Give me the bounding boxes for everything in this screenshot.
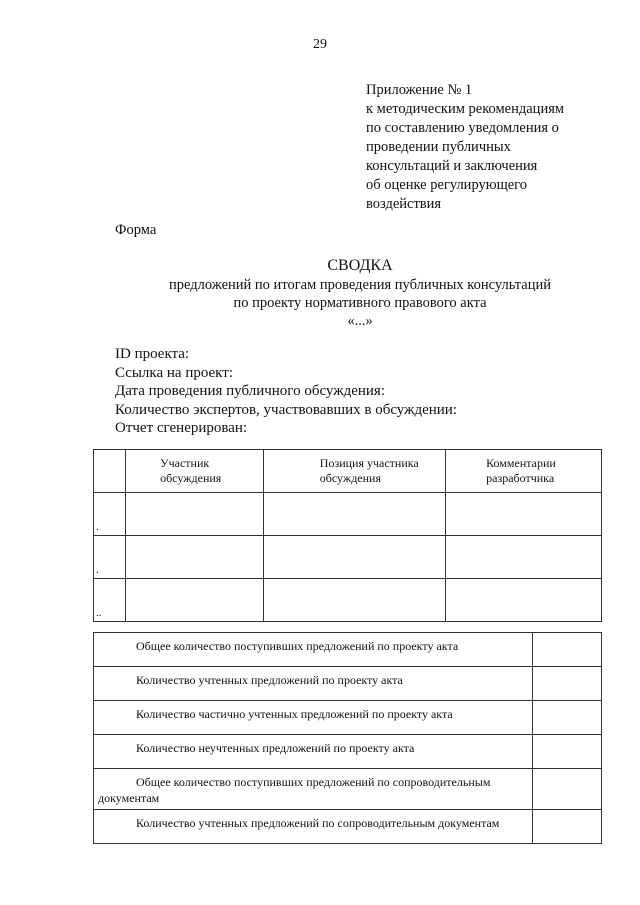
- summary-label: [94, 735, 533, 769]
- page-number: 29: [313, 37, 327, 52]
- table-row: [94, 810, 602, 844]
- summary-label: [94, 701, 533, 735]
- document-title: [0, 256, 640, 330]
- summary-text: Количество частично учтенных предложений по проекту акта: [136, 707, 453, 721]
- table-cell: [446, 536, 602, 579]
- field-experts-count: Количество экспертов, участвовавших в обсуждении:: [115, 401, 458, 418]
- appendix-line: проведении публичных: [366, 139, 511, 155]
- table-row: [94, 493, 602, 536]
- summary-value: [532, 633, 601, 667]
- table-row: [94, 667, 602, 701]
- title-heading: СВОДКА: [327, 257, 393, 274]
- summary-value: [532, 769, 601, 810]
- table-cell: [263, 536, 445, 579]
- table-cell: [126, 536, 264, 579]
- row-marker: .: [94, 536, 126, 579]
- header-position: Позиция участника обсуждения: [319, 456, 419, 485]
- table-header-cell: [446, 450, 602, 493]
- table-cell: [446, 579, 602, 622]
- field-report-generated: Отчет сгенерирован:: [115, 420, 248, 436]
- appendix-line: по составлению уведомления о: [366, 120, 559, 136]
- row-marker: ..: [94, 579, 126, 622]
- table-cell: [263, 493, 445, 536]
- summary-label: [94, 633, 533, 667]
- summary-text: Количество неучтенных предложений по проекту акта: [136, 741, 415, 755]
- table-header-cell: [263, 450, 445, 493]
- form-label: Форма: [115, 222, 157, 238]
- header-comments: Комментарии разработчика: [486, 456, 556, 485]
- table-cell: [126, 579, 264, 622]
- table-cell: [94, 450, 126, 493]
- title-line: по проекту нормативного правового акта: [233, 295, 487, 311]
- table-header-row: [94, 450, 602, 493]
- field-project-link: Ссылка на проект:: [115, 364, 233, 381]
- table-row: [94, 769, 602, 810]
- table-cell: [126, 493, 264, 536]
- table-row: [94, 536, 602, 579]
- appendix-note: [366, 81, 564, 214]
- summary-label: [94, 667, 533, 701]
- summary-value: [532, 667, 601, 701]
- appendix-line: Приложение № 1: [366, 82, 473, 98]
- table-header-cell: [126, 450, 264, 493]
- table-cell: [446, 493, 602, 536]
- summary-text: Количество учтенных предложений по сопроводительным документам: [136, 816, 500, 830]
- summary-value: [532, 735, 601, 769]
- row-marker: .: [94, 493, 126, 536]
- table-row: [94, 735, 602, 769]
- appendix-line: воздействия: [366, 196, 442, 212]
- appendix-line: консультаций и заключения: [366, 158, 538, 174]
- table-cell: [263, 579, 445, 622]
- summary-text: Общее количество поступивших предложений по проекту акта: [136, 639, 459, 653]
- appendix-line: об оценке регулирующего: [366, 177, 528, 193]
- field-project-id: ID проекта:: [115, 346, 190, 362]
- summary-table: [93, 632, 602, 844]
- project-fields: [115, 345, 457, 438]
- title-line: «...»: [347, 313, 373, 329]
- summary-value: [532, 810, 601, 844]
- field-discussion-date: Дата проведения публичного обсуждения:: [115, 383, 385, 399]
- header-participant: Участник обсуждения: [160, 456, 222, 485]
- summary-label: [94, 810, 533, 844]
- summary-text: Количество учтенных предложений по проекту акта: [136, 673, 403, 687]
- appendix-line: к методическим рекомендациям: [366, 101, 565, 117]
- table-row: [94, 633, 602, 667]
- table-row: [94, 701, 602, 735]
- participants-table: [93, 449, 602, 622]
- summary-label: [94, 769, 533, 810]
- title-line: предложений по итогам проведения публичных консультаций: [169, 277, 551, 293]
- summary-value: [532, 701, 601, 735]
- summary-text: Общее количество поступивших предложений по сопроводительным документам: [98, 775, 491, 805]
- table-row: [94, 579, 602, 622]
